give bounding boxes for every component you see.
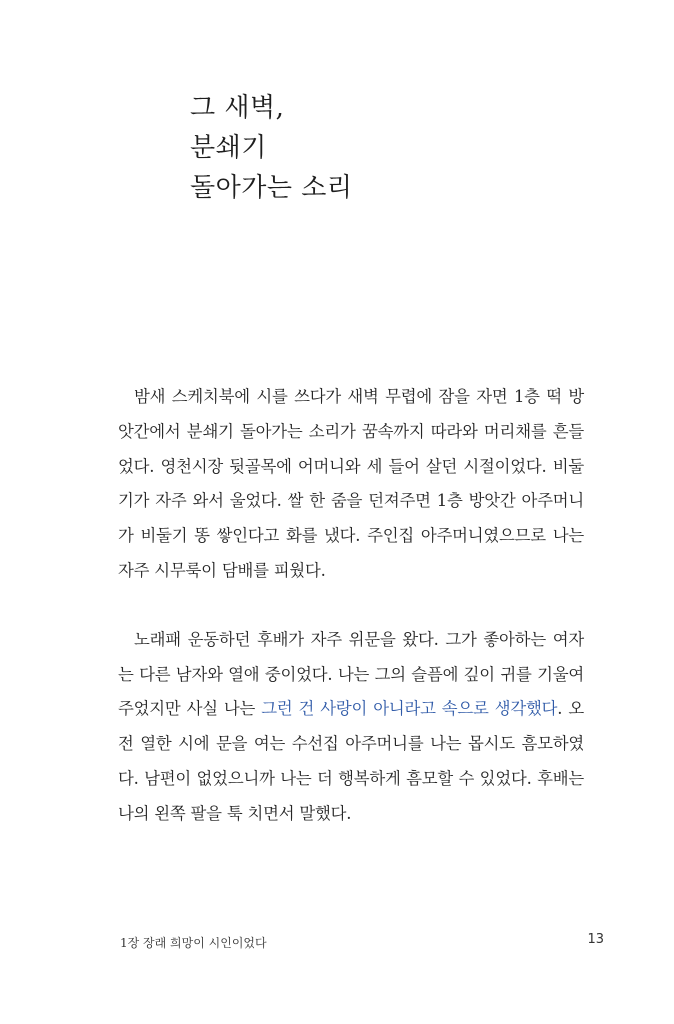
paragraph-2-text-before: 노래패 운동하던 후배가 자주 위문을 왔다. 그가 좋아하는 여자는 다른 남자와 열애 중이었다. 나는 그의 슬픔에 깊이 귀를 기울여주었지만 사실 나는: [118, 629, 584, 719]
chapter-title: [190, 88, 352, 208]
paragraph-1-text: 밤새 스케치북에 시를 쓰다가 새벽 무렵에 잠을 자면 1층 떡 방앗간에서 분쇄기 돌아가는 소리가 꿈속까지 따라와 머리채를 흔들었다. 영천시장 뒷골목에 어머니와 세 들어 살던 시절이었다. 비둘기가 자주 와서 울었다. 쌀 한 줌을 던져주면 1층 방앗간 아주머니가 비둘기 똥 쌓인다고 화를 냈다. 주인집 아주머니였으므로 나는 자주 시무룩이 담배를 피웠다.: [118, 387, 584, 580]
page-number: 13: [587, 932, 604, 947]
title-line-2: 분쇄기: [190, 133, 267, 163]
title-line-3: 돌아가는 소리: [190, 173, 353, 203]
title-line-1: 그 새벽,: [190, 93, 285, 123]
paragraph-1: [118, 380, 584, 589]
paragraph-2: [118, 623, 584, 832]
running-footer-chapter: 1장 장래 희망이 시인이었다: [120, 936, 267, 950]
body-text: [118, 380, 584, 832]
highlighted-phrase: 그런 건 사랑이 아니라고 속으로 생각했다: [261, 699, 558, 719]
paragraph-2-text-after: . 오전 열한 시에 문을 여는 수선집 아주머니를 나는 몹시도 흠모하였다. 남편이 없었으니까 나는 더 행복하게 흠모할 수 있었다. 후배는 나의 왼쪽 팔을 툭 치면서 말했다.: [118, 699, 584, 823]
